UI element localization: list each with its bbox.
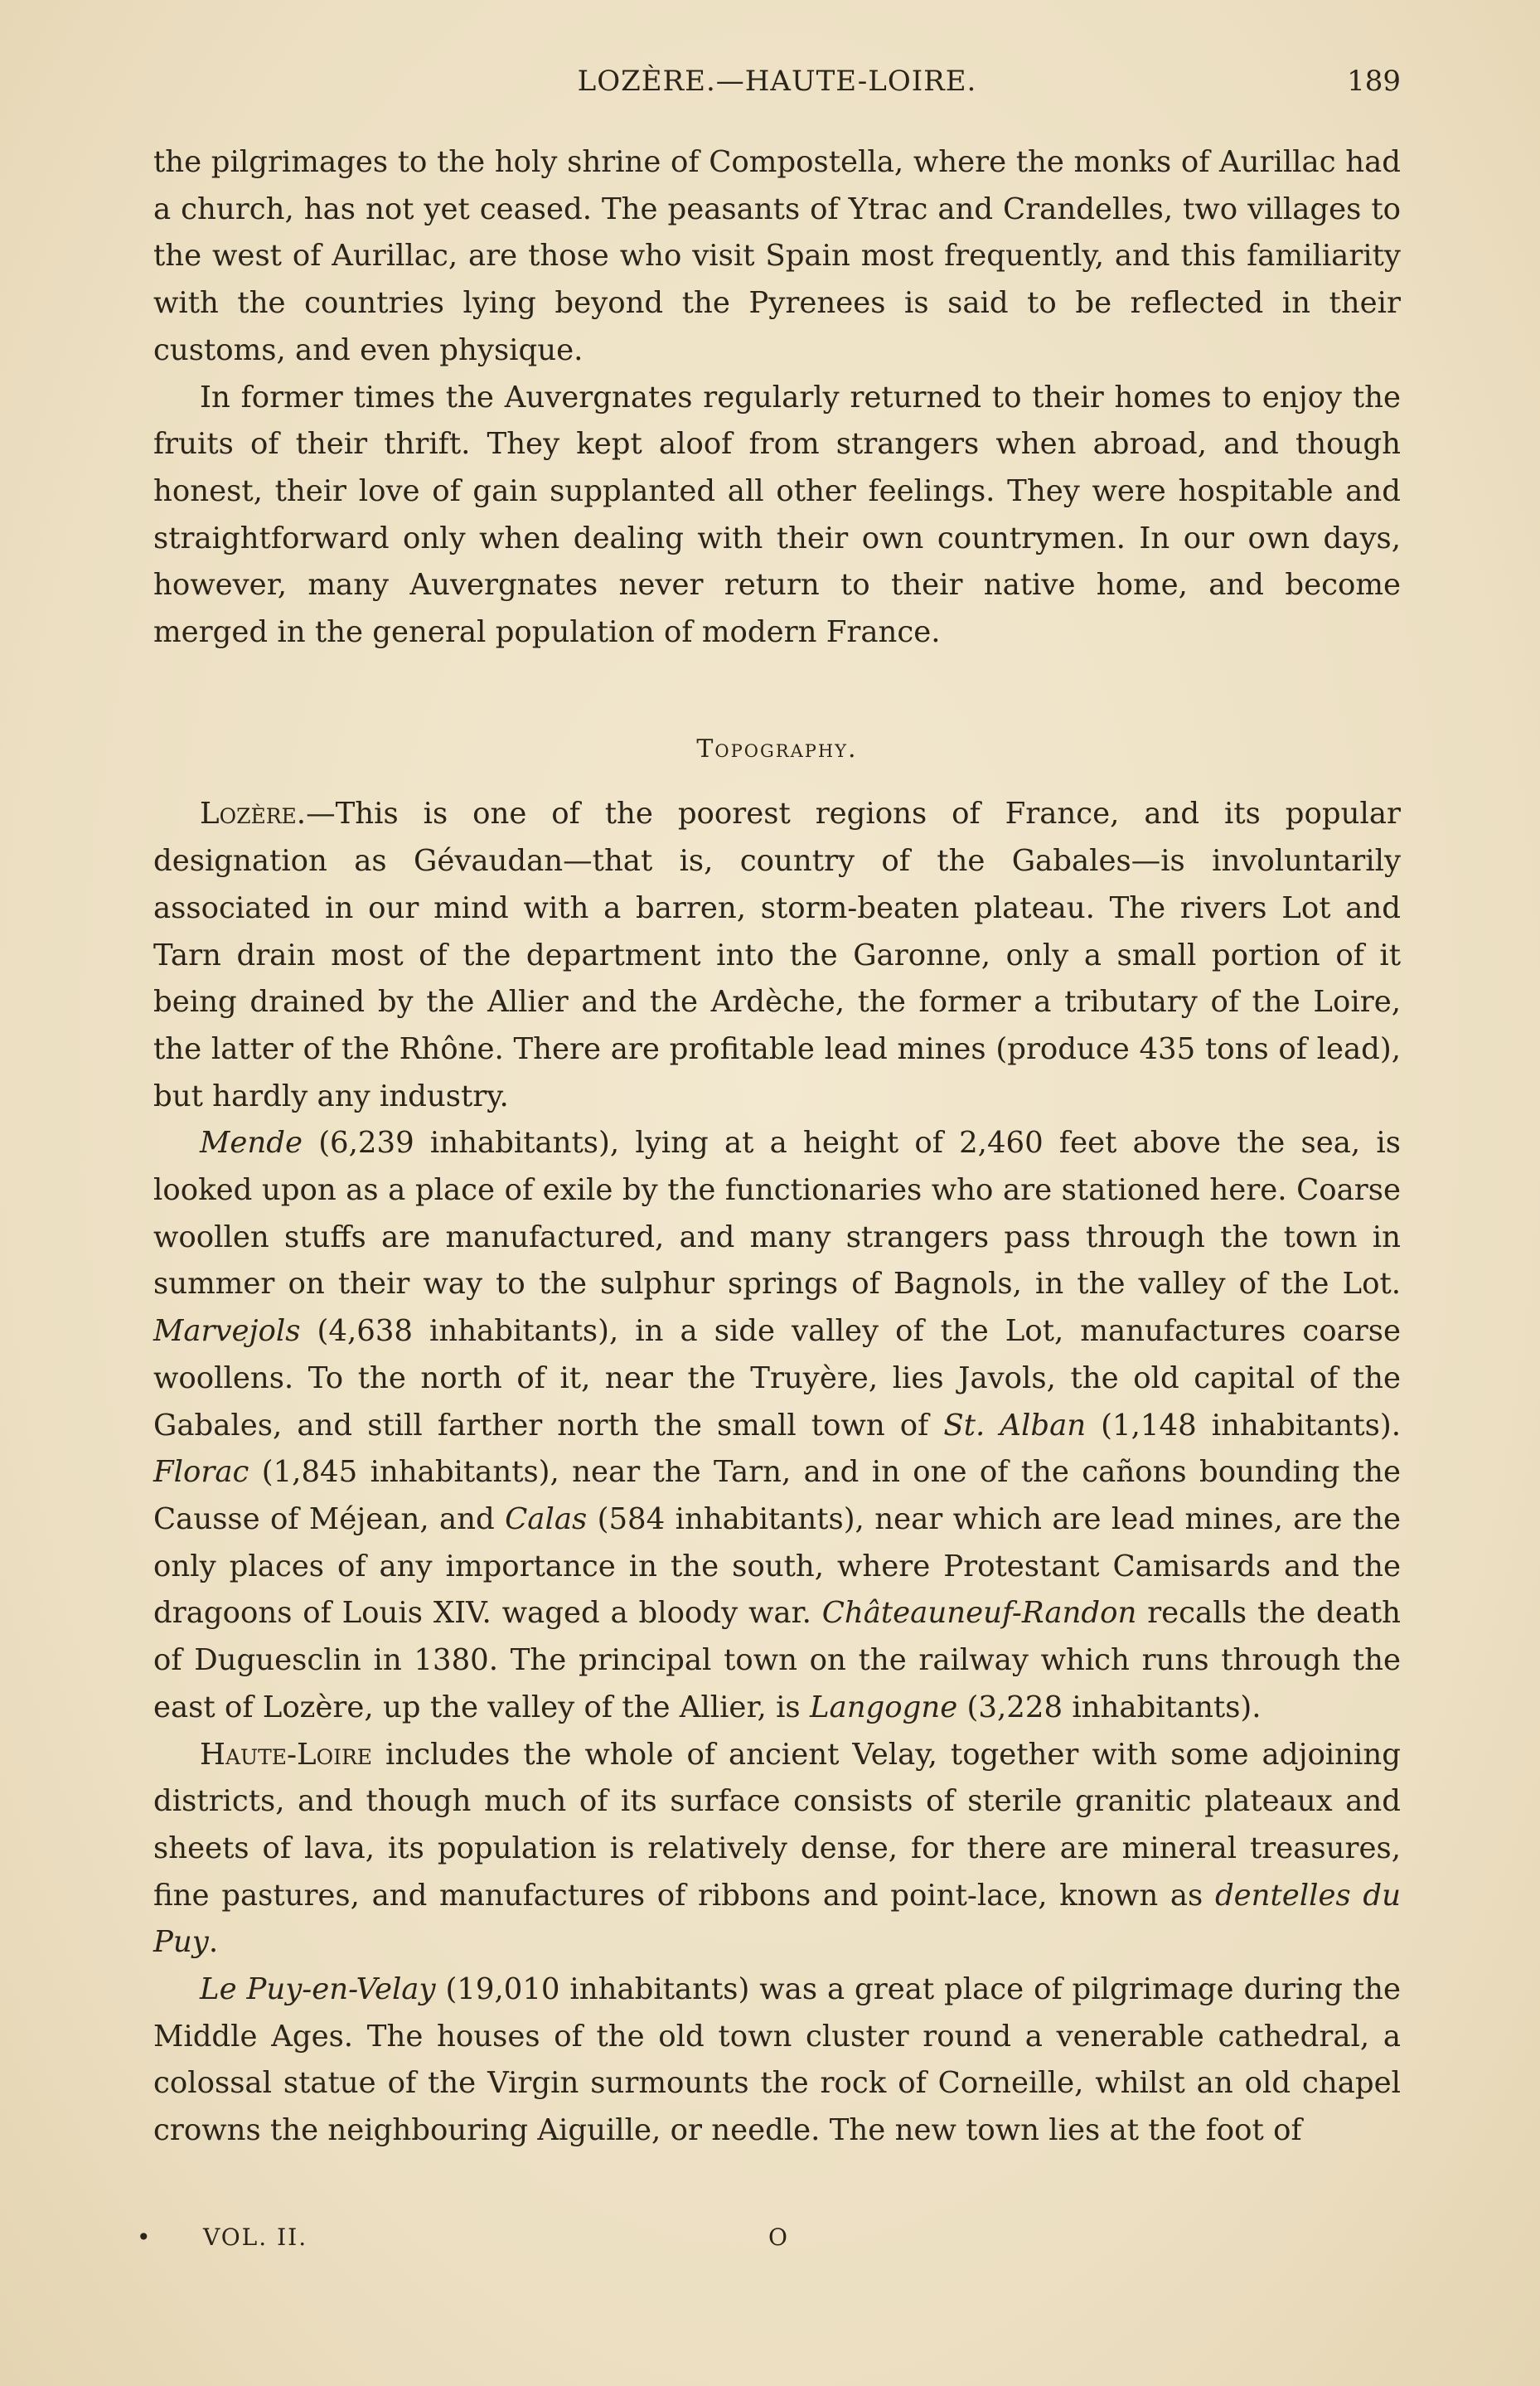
- town-langogne: Langogne: [809, 1690, 958, 1724]
- section-title: Topography.: [696, 734, 858, 764]
- haute-loire-end: .: [208, 1925, 219, 1960]
- volume-mark: VOL. II.: [203, 2224, 308, 2251]
- page-header: [153, 65, 1401, 114]
- term-dentelles-du-puy: dentelles du Puy: [153, 1878, 1402, 1960]
- le-puy-text: (19,010 inhabitants) was a great place of pilgrimage during the Middle Ages. The houses of the old town cluster round a venerable cathedral, a colossal statue of the Virgin surmounts the rock of Corneille, whilst an old chapel crowns the neighbouring Aiguille, or needle. The new town lies at the foot of: [153, 1972, 1401, 2148]
- haute-loire-lead: Haute-Loire: [200, 1737, 373, 1772]
- mende-text-7: (3,228 inhabitants).: [957, 1690, 1262, 1724]
- town-chateauneuf-randon: Châteauneuf-Randon: [821, 1596, 1137, 1631]
- body-text: [153, 139, 1401, 2155]
- mende-text-1: (6,239 inhabitants), lying at a height of 2,460 feet above the sea, is looked upon as a place of exile by the functionaries who are stationed here. Coarse woollen stuffs are manufactured, and many strangers pass through the town in summer on their way to the sulphur springs of Bagnols, in the valley of the Lot.: [153, 1126, 1401, 1302]
- town-st-alban: St. Alban: [943, 1408, 1087, 1443]
- paragraph-haute-loire: [153, 1732, 1401, 1967]
- lozere-text: —This is one of the poorest regions of France, and its popular designation as Gévaudan—that is, country of the Gabales—is involuntarily associated in our mind with a barren, storm-beaten plateau. The rivers Lot and Tarn drain most of the department into the Garonne, only a small portion of it being drained by the Allier and the Ardèche, the former a tributary of the Loire, the latter of the Rhône. There are profitable lead mines (produce 435 tons of lead), but hardly any industry.: [153, 797, 1401, 1113]
- town-mende: Mende: [200, 1126, 303, 1161]
- lozere-lead: Lozère.: [200, 797, 307, 832]
- town-florac: Florac: [153, 1455, 249, 1490]
- paragraph-auvergnates: In former times the Auvergnates regularly returned to their homes to enjoy the fruits of their thrift. They kept aloof from strangers when abroad, and though honest, their love of gain supplanted all other feelings. They were hospitable and straightforward only when dealing with their own countrymen. In our own days, however, many Auvergnates never return to their native home, and become merged in the general population of modern France.: [153, 380, 1401, 650]
- running-title: LOZÈRE.—HAUTE-LOIRE.: [577, 65, 977, 98]
- mende-text-3: (1,148 inhabitants).: [1086, 1408, 1401, 1443]
- paragraph-mende: [153, 1120, 1401, 1731]
- mende-text-6: recalls the death of Duguesclin in 1380. The principal town on the railway which runs through the east of Lozère, up the valley of the Allier, is: [153, 1596, 1401, 1724]
- mende-text-4: (1,845 inhabitants), near the Tarn, and in one of the cañons bounding the Causse of Méjean, and: [153, 1455, 1401, 1536]
- town-calas: Calas: [505, 1501, 588, 1536]
- town-marvejols: Marvejols: [153, 1314, 301, 1349]
- paragraph-lozere: [153, 791, 1401, 1120]
- page-footer: [137, 2224, 1463, 2273]
- signature-mark: O: [768, 2224, 787, 2251]
- haute-loire-text: includes the whole of ancient Velay, together with some adjoining districts, and though much of its surface consists of sterile granitic plateaux and sheets of lava, its population is relatively dense, for there are mineral treasures, fine pastures, and manufactures of ribbons and point-lace, known as: [153, 1737, 1401, 1913]
- town-le-puy-en-velay: Le Puy-en-Velay: [200, 1972, 436, 2007]
- paragraph-pilgrimages: the pilgrimages to the holy shrine of Compostella, where the monks of Aurillac had a church, has not yet ceased. The peasants of Ytrac and Crandelles, two villages to the west of Aurillac, are those who visit Spain most frequently, and this familiarity with the countries lying beyond the Pyrenees is said to be reflected in their customs, and even physique.: [153, 145, 1401, 367]
- mende-text-5: (584 inhabitants), near which are lead mines, are the only places of any importance in the south, where Protestant Camisards and the dragoons of Louis XIV. waged a bloody war.: [153, 1501, 1401, 1631]
- mende-text-2: (4,638 inhabitants), in a side valley of the Lot, manufactures coarse woollens. To the north of it, near the Truyère, lies Javols, the old capital of the Gabales, and still farther north the small town of: [153, 1314, 1401, 1443]
- paragraph-le-puy: [153, 1967, 1401, 2155]
- footer-bullet: •: [137, 2224, 151, 2251]
- page-number: 189: [1347, 65, 1401, 98]
